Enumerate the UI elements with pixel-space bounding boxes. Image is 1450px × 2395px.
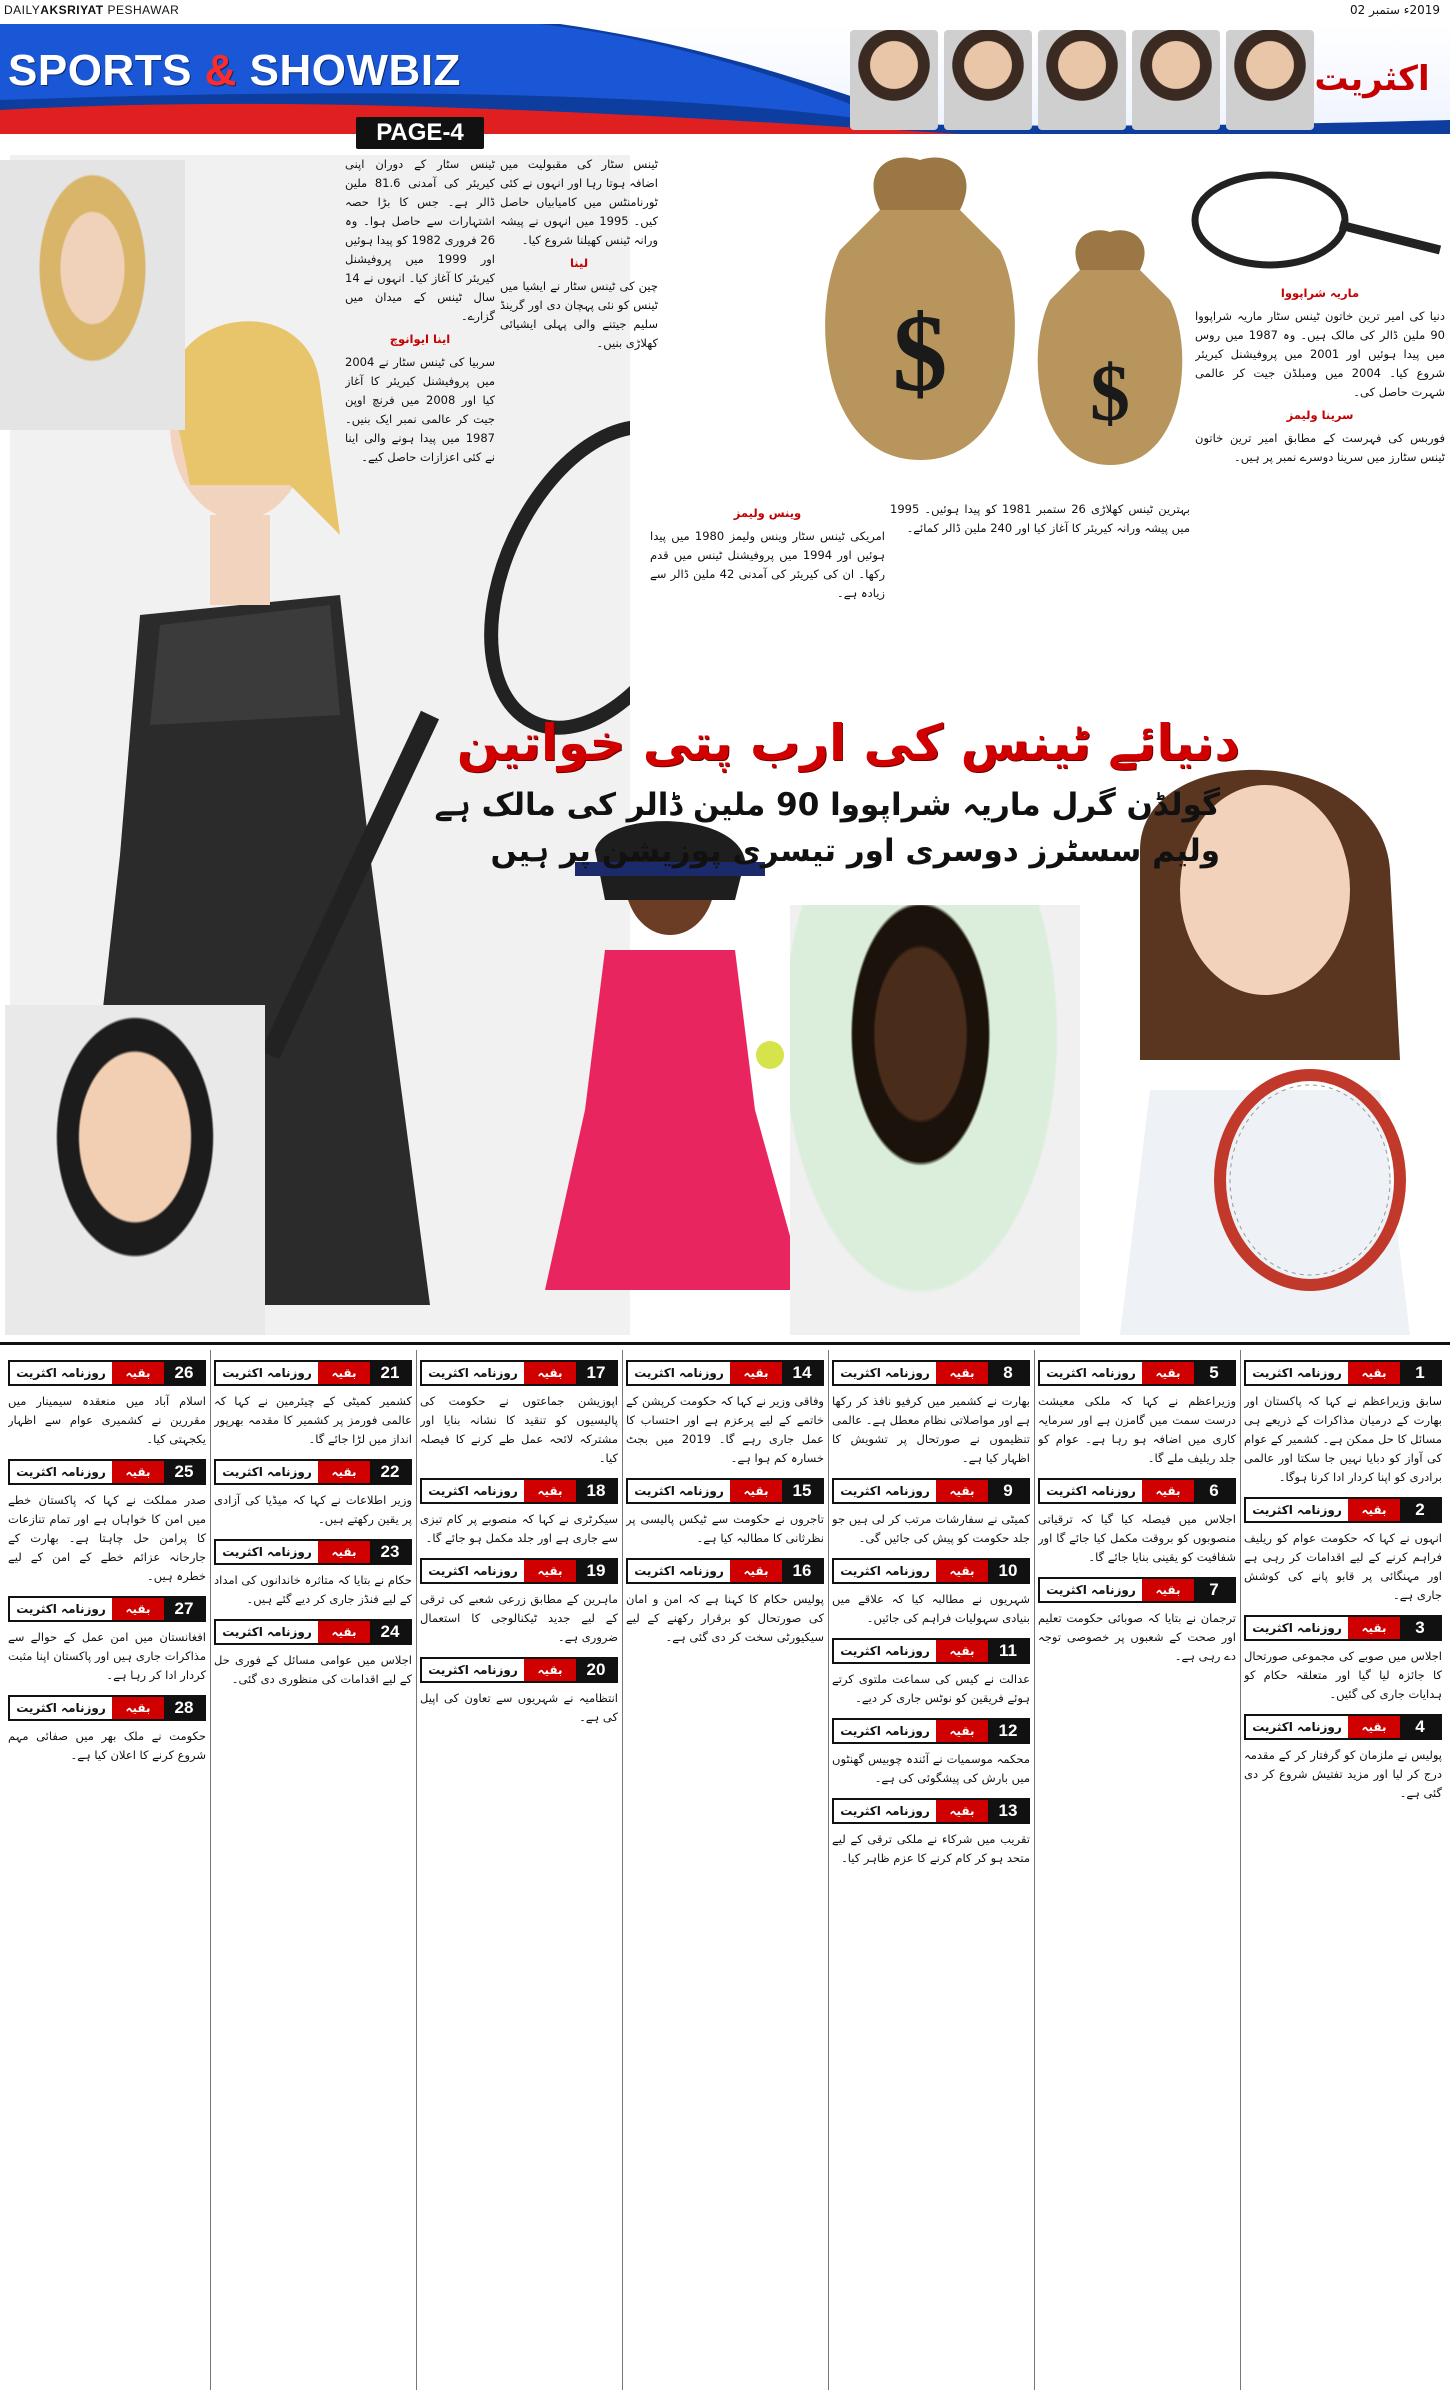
racket-photo <box>1190 165 1448 275</box>
news-number: 8 <box>988 1362 1028 1384</box>
news-badge <box>832 1558 1030 1584</box>
article-subheading: اینا ایوانوچ <box>389 332 451 346</box>
news-text: پولیس نے ملزمان کو گرفتار کر کے مقدمہ درج کر لیا اور مزید تفتیش شروع کر دی گئی ہے۔ <box>1244 1748 1442 1800</box>
news-badge <box>1038 1577 1236 1603</box>
sharapova-inset-photo <box>0 160 185 430</box>
paper-name <box>4 3 179 17</box>
news-badge <box>420 1558 618 1584</box>
article-text: سربیا کی ٹینس سٹار نے 2004 میں پروفیشنل کیریئر کا آغاز کیا اور 2008 میں فرنچ اوپن جیت کر عالمی نمبر ایک بنیں۔ 1987 میں پیدا ہونے والی اینا نے کئی اعزازات حاصل کیے۔ <box>345 355 495 464</box>
news-badge <box>214 1459 412 1485</box>
news-paper-label: روزنامہ اکثریت <box>1040 1579 1142 1601</box>
news-text: محکمہ موسمیات نے آئندہ چوبیس گھنٹوں میں بارش کی پیشگوئی کی ہے۔ <box>832 1752 1030 1785</box>
news-item <box>832 1478 1030 1548</box>
column-rule <box>416 1350 417 2390</box>
news-tag: بقیہ <box>524 1659 576 1681</box>
news-number: 3 <box>1400 1617 1440 1639</box>
news-tag: بقیہ <box>1142 1362 1194 1384</box>
news-tag: بقیہ <box>524 1480 576 1502</box>
news-number: 6 <box>1194 1480 1234 1502</box>
news-tag: بقیہ <box>1348 1617 1400 1639</box>
issue-date: 2019ء ستمبر 02 <box>1350 3 1440 17</box>
aksriyat-logo: اکثریت <box>1314 59 1430 99</box>
news-item <box>1244 1497 1442 1605</box>
news-tag: بقیہ <box>936 1640 988 1662</box>
section-title <box>8 46 461 96</box>
news-paper-label: روزنامہ اکثریت <box>422 1560 524 1582</box>
svg-text:$: $ <box>1090 350 1130 438</box>
news-tag: بقیہ <box>936 1800 988 1822</box>
section-banner <box>0 24 1450 134</box>
section-title-showbiz: SHOWBIZ <box>249 46 461 95</box>
news-badge <box>420 1360 618 1386</box>
column-rule <box>622 1350 623 2390</box>
news-text: اجلاس میں صوبے کی مجموعی صورتحال کا جائزہ لیا گیا اور متعلقہ حکام کو ہدایات جاری کی گئیں۔ <box>1244 1649 1442 1701</box>
news-badge <box>214 1539 412 1565</box>
news-tag: بقیہ <box>1348 1716 1400 1738</box>
news-item <box>214 1539 412 1609</box>
news-tag: بقیہ <box>112 1461 164 1483</box>
news-column <box>832 1350 1030 2390</box>
news-tag: بقیہ <box>112 1697 164 1719</box>
news-paper-label: روزنامہ اکثریت <box>1246 1362 1348 1384</box>
news-paper-label: روزنامہ اکثریت <box>216 1362 318 1384</box>
news-text: ترجمان نے بتایا کہ صوبائی حکومت تعلیم اور صحت کے شعبوں پر خصوصی توجہ دے رہی ہے۔ <box>1038 1611 1236 1663</box>
news-badge <box>420 1478 618 1504</box>
news-paper-label: روزنامہ اکثریت <box>216 1541 318 1563</box>
news-number: 12 <box>988 1720 1028 1742</box>
news-paper-label: روزنامہ اکثریت <box>834 1480 936 1502</box>
news-badge <box>1244 1714 1442 1740</box>
news-item <box>420 1657 618 1727</box>
news-number: 13 <box>988 1800 1028 1822</box>
news-item <box>626 1558 824 1647</box>
news-text: وفاقی وزیر نے کہا کہ حکومت کرپشن کے خاتمے کے لیے پرعزم ہے اور احتساب کا عمل جاری رہے گا۔ 2019 میں بجٹ خسارہ کم ہوا ہے۔ <box>626 1394 824 1465</box>
news-number: 26 <box>164 1362 204 1384</box>
news-text: اجلاس میں فیصلہ کیا گیا کہ ترقیاتی منصوبوں کو بروقت مکمل کیا جائے گا اور شفافیت کو یقینی بنایا جائے گا۔ <box>1038 1512 1236 1564</box>
news-tag: بقیہ <box>1142 1579 1194 1601</box>
li-na-photo <box>5 1005 265 1335</box>
news-paper-label: روزنامہ اکثریت <box>10 1697 112 1719</box>
news-tag: بقیہ <box>318 1541 370 1563</box>
news-number: 14 <box>782 1362 822 1384</box>
article-column-mid <box>500 155 658 515</box>
news-text: ماہرین کے مطابق زرعی شعبے کی ترقی کے لیے جدید ٹیکنالوجی کا استعمال ضروری ہے۔ <box>420 1592 618 1644</box>
news-badge <box>626 1360 824 1386</box>
news-item <box>420 1360 618 1468</box>
article-subheading: ماریہ شراپووا <box>1280 286 1360 300</box>
article-text: امریکی ٹینس سٹار وینس ولیمز 1980 میں پیدا ہوئیں اور 1994 میں پروفیشنل ٹینس میں قدم رکھا۔ ان کی کیریئر کی آمدنی 42 ملین ڈالر سے زیادہ ہے۔ <box>650 529 885 600</box>
news-number: 18 <box>576 1480 616 1502</box>
news-item <box>1038 1478 1236 1567</box>
news-item <box>626 1478 824 1548</box>
news-text: اجلاس میں عوامی مسائل کے فوری حل کے لیے اقدامات کی منظوری دی گئی۔ <box>214 1653 412 1686</box>
news-badge <box>214 1360 412 1386</box>
news-badge <box>1244 1360 1442 1386</box>
news-badge <box>8 1695 206 1721</box>
page-tag: PAGE-4 <box>356 117 484 149</box>
news-tag: بقیہ <box>936 1720 988 1742</box>
news-number: 5 <box>1194 1362 1234 1384</box>
news-badge <box>832 1638 1030 1664</box>
news-paper-label: روزنامہ اکثریت <box>1246 1716 1348 1738</box>
news-number: 2 <box>1400 1499 1440 1521</box>
celebrity-photo <box>1132 30 1220 130</box>
news-badge <box>420 1657 618 1683</box>
money-bags-photo <box>800 130 1190 490</box>
paper-title: AKSRIYAT <box>40 3 104 17</box>
news-tag: بقیہ <box>1348 1499 1400 1521</box>
news-tag: بقیہ <box>112 1362 164 1384</box>
news-number: 27 <box>164 1598 204 1620</box>
news-paper-label: روزنامہ اکثریت <box>422 1480 524 1502</box>
news-tag: بقیہ <box>112 1598 164 1620</box>
news-text: وزیراعظم نے کہا کہ ملکی معیشت درست سمت میں گامزن ہے اور سرمایہ کاری میں اضافہ ہو رہا ہے۔ عوام کو جلد ریلیف ملے گا۔ <box>1038 1394 1236 1465</box>
news-text: شہریوں نے مطالبہ کیا کہ علاقے میں بنیادی سہولیات فراہم کی جائیں۔ <box>832 1592 1030 1625</box>
news-item <box>832 1718 1030 1788</box>
news-badge <box>214 1619 412 1645</box>
news-text: کشمیر کمیٹی کے چیئرمین نے کہا کہ عالمی فورمز پر کشمیر کا مقدمہ بھرپور انداز میں لڑا جائے گا۔ <box>214 1394 412 1446</box>
news-paper-label: روزنامہ اکثریت <box>10 1598 112 1620</box>
news-badge <box>8 1596 206 1622</box>
news-number: 24 <box>370 1621 410 1643</box>
news-tag: بقیہ <box>936 1480 988 1502</box>
news-item <box>832 1360 1030 1468</box>
serena-photo <box>505 810 835 1335</box>
news-tag: بقیہ <box>524 1362 576 1384</box>
news-tag: بقیہ <box>318 1621 370 1643</box>
news-number: 9 <box>988 1480 1028 1502</box>
article-text: ٹینس سٹار کی مقبولیت میں اضافہ ہوتا رہا اور انہوں نے کئی ٹورنامنٹس میں کامیابیاں حاصل کیں۔ 1995 میں انہوں نے پیشہ ورانہ ٹینس کھیلنا شروع کیا۔ <box>500 157 658 247</box>
news-tag: بقیہ <box>730 1480 782 1502</box>
news-text: افغانستان میں امن عمل کے حوالے سے مذاکرات جاری ہیں اور پاکستان اپنا مثبت کردار ادا کر رہا ہے۔ <box>8 1630 206 1682</box>
news-paper-label: روزنامہ اکثریت <box>834 1800 936 1822</box>
svg-text:$: $ <box>892 292 948 414</box>
news-item <box>832 1798 1030 1868</box>
article-column-left <box>345 155 495 620</box>
news-item <box>420 1478 618 1548</box>
news-tag: بقیہ <box>730 1362 782 1384</box>
news-item <box>214 1459 412 1529</box>
money-bags-illustration <box>800 130 1190 490</box>
news-paper-label: روزنامہ اکثریت <box>628 1362 730 1384</box>
news-number: 1 <box>1400 1362 1440 1384</box>
article-text: فوربس کی فہرست کے مطابق امیر ترین خاتون ٹینس سٹارز میں سرینا دوسرے نمبر پر ہیں۔ <box>1195 431 1445 464</box>
news-item <box>420 1558 618 1647</box>
news-badge <box>626 1478 824 1504</box>
celebrity-photo <box>1226 30 1314 130</box>
news-text: بھارت نے کشمیر میں کرفیو نافذ کر رکھا ہے اور مواصلاتی نظام معطل ہے۔ عالمی تنظیموں نے صورتحال پر تشویش کا اظہار کیا ہے۔ <box>832 1394 1030 1465</box>
article-text: بہترین ٹینس کھلاڑی 26 ستمبر 1981 کو پیدا ہوئیں۔ 1995 میں پیشہ ورانہ کیریئر کا آغاز کیا اور 240 ملین ڈالر کمائے۔ <box>890 502 1190 535</box>
celebrity-photo <box>944 30 1032 130</box>
news-text: صدر مملکت نے کہا کہ پاکستان خطے میں امن کا خواہاں ہے اور تمام تنازعات کا پرامن حل چاہتا ہے۔ بھارت کے جارحانہ عزائم خطے کے امن کے لیے خطرہ ہیں۔ <box>8 1493 206 1583</box>
news-badge <box>1038 1360 1236 1386</box>
news-number: 28 <box>164 1697 204 1719</box>
news-badge <box>1244 1615 1442 1641</box>
news-number: 20 <box>576 1659 616 1681</box>
news-item <box>8 1596 206 1685</box>
news-number: 15 <box>782 1480 822 1502</box>
subheadline-2: ولیم سسٹرز دوسری اور تیسری پوزیشن پر ہیں <box>490 833 1220 869</box>
news-paper-label: روزنامہ اکثریت <box>628 1560 730 1582</box>
news-item <box>214 1360 412 1449</box>
news-tag: بقیہ <box>730 1560 782 1582</box>
news-badge <box>1038 1478 1236 1504</box>
news-text: عدالت نے کیس کی سماعت ملتوی کرتے ہوئے فریقین کو نوٹس جاری کر دیے۔ <box>832 1672 1030 1705</box>
news-paper-label: روزنامہ اکثریت <box>1246 1617 1348 1639</box>
news-number: 23 <box>370 1541 410 1563</box>
news-item <box>8 1459 206 1586</box>
article-column-center-2 <box>890 500 1190 700</box>
section-title-amp: & <box>204 46 237 95</box>
celebrity-photo <box>1038 30 1126 130</box>
news-item <box>832 1558 1030 1628</box>
news-paper-label: روزنامہ اکثریت <box>422 1362 524 1384</box>
section-divider <box>0 1342 1450 1345</box>
news-badge <box>8 1360 206 1386</box>
news-item <box>214 1619 412 1689</box>
news-paper-label: روزنامہ اکثریت <box>1040 1362 1142 1384</box>
column-rule <box>1034 1350 1035 2390</box>
news-number: 25 <box>164 1461 204 1483</box>
news-text: حکام نے بتایا کہ متاثرہ خاندانوں کی امداد کے لیے فنڈز جاری کر دیے گئے ہیں۔ <box>214 1573 412 1606</box>
news-text: اپوزیشن جماعتوں نے حکومت کی پالیسیوں کو تنقید کا نشانہ بنایا اور مشترکہ لائحہ عمل طے کرنے کا فیصلہ کیا۔ <box>420 1394 618 1465</box>
news-paper-label: روزنامہ اکثریت <box>834 1362 936 1384</box>
news-badge <box>1244 1497 1442 1523</box>
masthead <box>0 0 1450 24</box>
article-text: چین کی ٹینس سٹار نے ایشیا میں ٹینس کو نئی پہچان دی اور گرینڈ سلیم جیتنے والی پہلی ایشیائی کھلاڑی بنیں۔ <box>500 279 658 350</box>
paper-prefix: DAILY <box>4 3 41 17</box>
news-tag: بقیہ <box>318 1362 370 1384</box>
news-text: حکومت نے ملک بھر میں صفائی مہم شروع کرنے کا اعلان کیا ہے۔ <box>8 1729 206 1762</box>
news-tag: بقیہ <box>936 1362 988 1384</box>
news-number: 17 <box>576 1362 616 1384</box>
article-text: ٹینس سٹار کے دوران اپنی کیریئر کی آمدنی 81.6 ملین ڈالر ہے۔ جس کا بڑا حصہ اشتہارات سے حاصل ہوا۔ وہ 26 فروری 1982 کو پیدا ہوئیں اور 1999 میں پروفیشنل کیریئر کا آغاز کیا۔ انہوں نے 14 سال ٹینس کے میدان میں گزارے۔ <box>345 157 495 323</box>
news-paper-label: روزنامہ اکثریت <box>1040 1480 1142 1502</box>
news-paper-label: روزنامہ اکثریت <box>1246 1499 1348 1521</box>
news-number: 21 <box>370 1362 410 1384</box>
celebrity-photo-strip <box>850 30 1315 130</box>
news-paper-label: روزنامہ اکثریت <box>216 1461 318 1483</box>
news-item <box>1038 1577 1236 1666</box>
news-badge <box>832 1718 1030 1744</box>
news-text: انتظامیہ نے شہریوں سے تعاون کی اپیل کی ہے۔ <box>420 1691 618 1724</box>
news-paper-label: روزنامہ اکثریت <box>834 1640 936 1662</box>
news-item <box>1244 1360 1442 1487</box>
article-subheading: وینس ولیمز <box>733 506 802 520</box>
news-number: 19 <box>576 1560 616 1582</box>
main-headline: دنیائے ٹینس کی ارب پتی خواتین <box>456 714 1240 772</box>
serena-illustration <box>505 810 835 1335</box>
news-paper-label: روزنامہ اکثریت <box>834 1560 936 1582</box>
news-column <box>1038 1350 1236 2390</box>
news-text: انہوں نے کہا کہ حکومت عوام کو ریلیف فراہم کرنے کے لیے اقدامات کر رہی ہے اور مہنگائی پر قابو پانے کی کوشش جاری ہے۔ <box>1244 1531 1442 1602</box>
news-item <box>1244 1615 1442 1704</box>
news-number: 11 <box>988 1640 1028 1662</box>
news-item <box>8 1695 206 1765</box>
news-paper-label: روزنامہ اکثریت <box>10 1362 112 1384</box>
news-number: 22 <box>370 1461 410 1483</box>
paper-city: PESHAWAR <box>107 3 180 17</box>
news-paper-label: روزنامہ اکثریت <box>628 1480 730 1502</box>
news-tag: بقیہ <box>936 1560 988 1582</box>
news-text: سابق وزیراعظم نے کہا کہ پاکستان اور بھارت کے درمیان مذاکرات کے ذریعے ہی مسائل کا حل ممکن ہے۔ کشمیر کے عوام کی آواز کو دبایا نہیں جا سکتا اور عالمی برادری کو اپنا کردار ادا کرنا ہوگا۔ <box>1244 1394 1442 1484</box>
article-subheading: لینا <box>569 256 589 270</box>
news-column <box>626 1350 824 2390</box>
news-paper-label: روزنامہ اکثریت <box>10 1461 112 1483</box>
news-item <box>626 1360 824 1468</box>
section-title-sports: SPORTS <box>8 46 192 95</box>
column-rule <box>1240 1350 1241 2390</box>
news-text: تقریب میں شرکاء نے ملکی ترقی کے لیے متحد ہو کر کام کرنے کا عزم ظاہر کیا۔ <box>832 1832 1030 1865</box>
news-badge <box>832 1360 1030 1386</box>
news-paper-label: روزنامہ اکثریت <box>834 1720 936 1742</box>
news-column <box>8 1350 206 2390</box>
news-tag: بقیہ <box>318 1461 370 1483</box>
article-column-center <box>650 500 885 700</box>
racket-illustration <box>1190 165 1448 275</box>
news-text: وزیر اطلاعات نے کہا کہ میڈیا کی آزادی پر یقین رکھتے ہیں۔ <box>214 1493 412 1526</box>
news-badge <box>626 1558 824 1584</box>
news-item <box>832 1638 1030 1708</box>
news-badge <box>832 1798 1030 1824</box>
news-column <box>1244 1350 1442 2390</box>
news-badge <box>8 1459 206 1485</box>
column-rule <box>828 1350 829 2390</box>
news-number: 4 <box>1400 1716 1440 1738</box>
news-tag: بقیہ <box>1142 1480 1194 1502</box>
news-item <box>8 1360 206 1449</box>
article-column-right <box>1195 280 1445 720</box>
news-badge <box>832 1478 1030 1504</box>
news-number: 7 <box>1194 1579 1234 1601</box>
news-column <box>420 1350 618 2390</box>
news-text: اسلام آباد میں منعقدہ سیمینار میں مقررین نے کشمیری عوام سے اظہار یکجہتی کیا۔ <box>8 1394 206 1446</box>
news-paper-label: روزنامہ اکثریت <box>216 1621 318 1643</box>
article-subheading: سرینا ولیمز <box>1286 408 1354 422</box>
news-text: کمیٹی نے سفارشات مرتب کر لی ہیں جو جلد حکومت کو پیش کی جائیں گی۔ <box>832 1512 1030 1545</box>
article-text: دنیا کی امیر ترین خاتون ٹینس سٹار ماریہ شراپووا 90 ملین ڈالر کی مالک ہیں۔ وہ 1987 میں روس میں پیدا ہوئیں اور 2001 میں پروفیشنل کیریئر شروع کیا۔ 2004 میں ومبلڈن جیت کر عالمی شہرت حاصل کی۔ <box>1195 309 1445 399</box>
venus-photo <box>790 905 1080 1335</box>
news-text: سیکرٹری نے کہا کہ منصوبے پر کام تیزی سے جاری ہے اور جلد مکمل ہو جائے گا۔ <box>420 1512 618 1545</box>
news-item <box>1038 1360 1236 1468</box>
news-text: پولیس حکام کا کہنا ہے کہ امن و امان کی صورتحال کو برقرار رکھنے کے لیے سیکیورٹی سخت کر دی گئی ہے۔ <box>626 1592 824 1644</box>
news-column <box>214 1350 412 2390</box>
news-number: 10 <box>988 1560 1028 1582</box>
news-tag: بقیہ <box>524 1560 576 1582</box>
news-text: تاجروں نے حکومت سے ٹیکس پالیسی پر نظرثانی کا مطالبہ کیا ہے۔ <box>626 1512 824 1545</box>
celebrity-photo <box>850 30 938 130</box>
column-rule <box>210 1350 211 2390</box>
news-tag: بقیہ <box>1348 1362 1400 1384</box>
news-number: 16 <box>782 1560 822 1582</box>
subheadline-1: گولڈن گرل ماریہ شراپووا 90 ملین ڈالر کی مالک ہے <box>434 787 1220 823</box>
news-item <box>1244 1714 1442 1803</box>
news-paper-label: روزنامہ اکثریت <box>422 1659 524 1681</box>
